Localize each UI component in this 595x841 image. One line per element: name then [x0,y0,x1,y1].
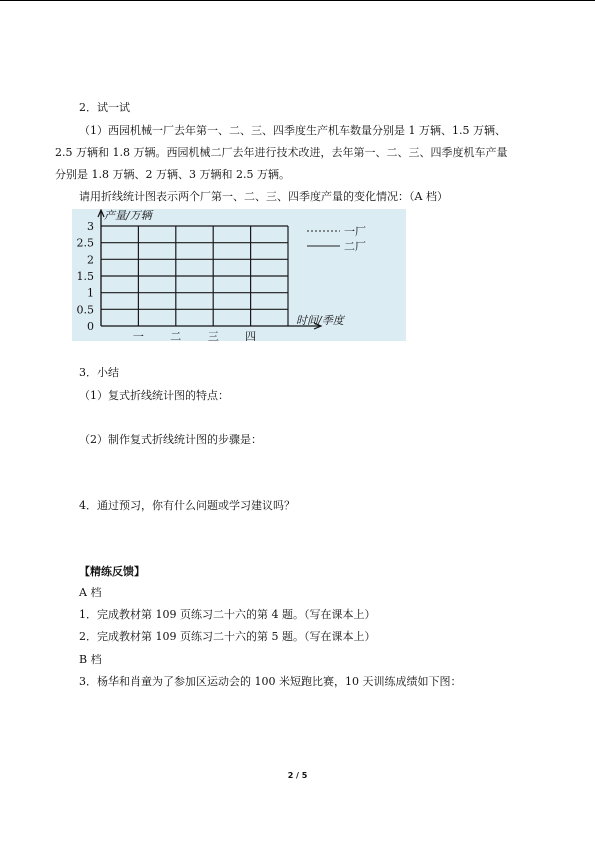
summary-question-2: （2）制作复式折线统计图的步骤是： [79,433,262,446]
section-2-heading: 2．试一试 [79,101,130,114]
x-tick-label: 四 [245,330,257,341]
line-chart [72,209,406,341]
line-chart-svg [72,209,406,341]
y-tick-label: 0.5 [76,303,94,317]
x-tick-label: 一 [132,330,144,341]
problem-text-line-2: 2.5 万辆和 1.8 万辆。西园机械二厂去年进行技术改进，去年第一、二、三、四季度机车产量 [55,146,508,159]
level-b-label: B 档 [79,653,102,666]
summary-question-1: （1）复式折线统计图的特点： [79,389,229,402]
problem-text-line-1: （1）西园机械一厂去年第一、二、三、四季度生产机车数量分别是 1 万辆、1.5 万辆、 [79,124,506,137]
practice-item-3: 3．杨华和肖童为了参加区运动会的 100 米短跑比赛，10 天训练成绩如下图： [79,675,462,688]
section-3-heading: 3．小结 [79,366,119,379]
page-top-border [0,0,595,1]
section-4-heading: 4．通过预习，你有什么问题或学习建议吗？ [79,499,295,512]
x-tick-label: 三 [207,330,219,341]
y-axis-label: 产量/万辆 [104,209,152,222]
y-tick-label: 2 [87,253,94,267]
x-tick-label: 二 [170,330,182,341]
level-a-label: A 档 [79,586,102,599]
practice-item-1: 1．完成教材第 109 页练习二十六的第 4 题。（写在课本上） [79,608,376,621]
chart-instruction: 请用折线统计图表示两个厂第一、二、三、四季度产量的变化情况：（A 档） [79,190,448,203]
page-number: 2 / 5 [287,771,308,780]
y-tick-label: 3 [87,220,94,233]
y-tick-label: 0 [87,320,94,333]
y-tick-label: 1.5 [76,270,94,283]
problem-text-line-3: 分别是 1.8 万辆、2 万辆、3 万辆和 2.5 万辆。 [55,168,290,181]
x-axis-label: 时间/季度 [296,314,344,327]
y-tick-label: 2.5 [76,236,94,250]
legend-label: 二厂 [344,240,366,253]
practice-title: 【精练反馈】 [79,565,145,578]
practice-item-2: 2．完成教材第 109 页练习二十六的第 5 题。（写在课本上） [79,630,376,643]
legend-label: 一厂 [344,225,366,238]
y-tick-label: 1 [87,286,94,300]
